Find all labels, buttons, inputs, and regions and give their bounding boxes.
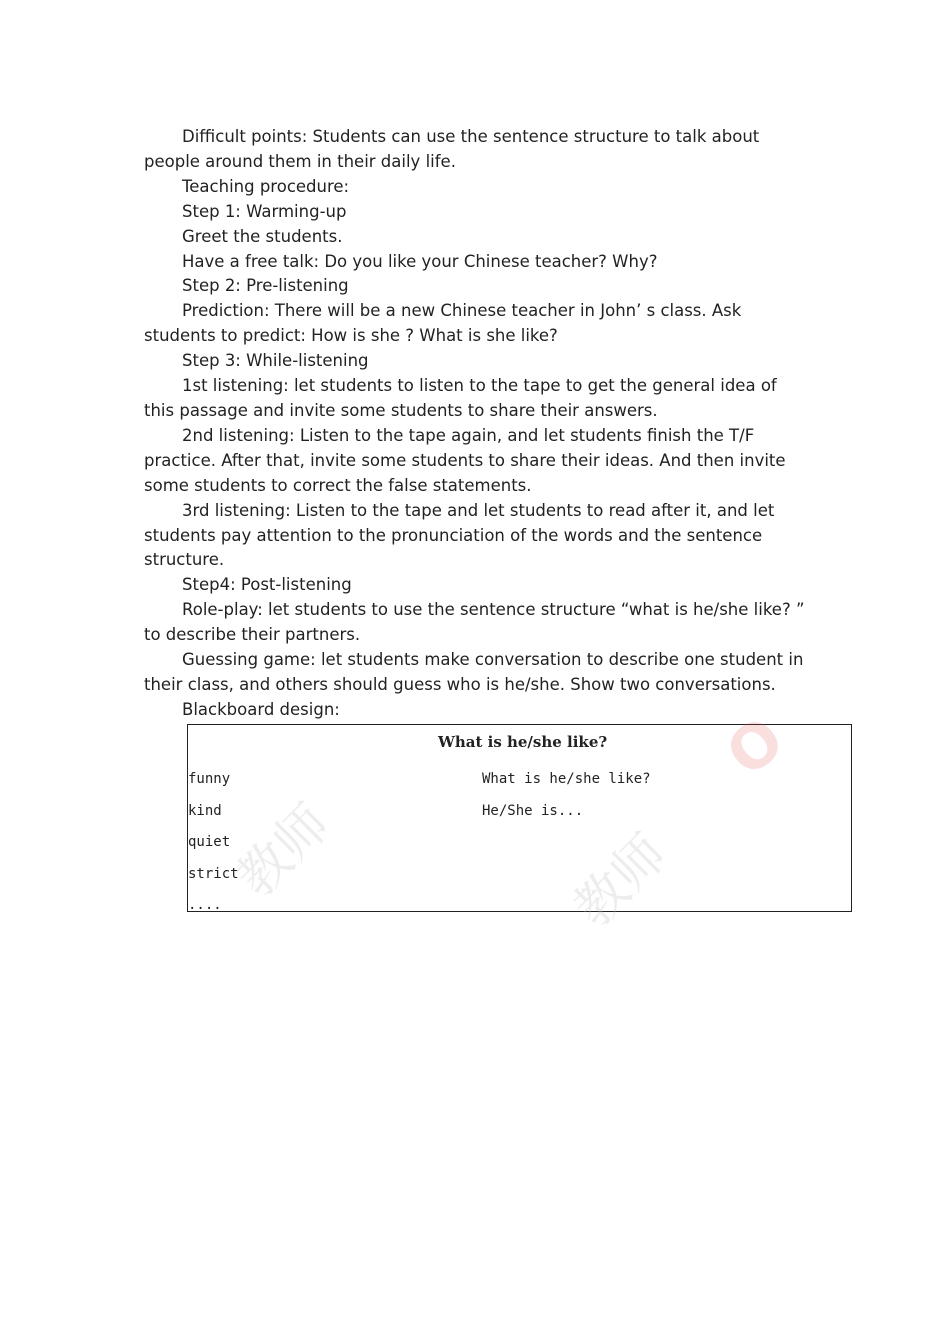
watermark-red-logo: O xyxy=(713,703,798,791)
paragraph: 2nd listening: Listen to the tape again, and let students finish the T/F practice. After that, invite some students to share their ideas. And then invite some students to correct the false statements. xyxy=(144,425,786,495)
paragraph: Teaching procedure: xyxy=(182,176,350,196)
paragraph: Step 2: Pre-listening xyxy=(182,276,349,296)
blackboard-sentence-list xyxy=(482,764,651,827)
blackboard-sentence: What is he/she like? xyxy=(482,771,651,787)
paragraph: Role-play: let students to use the sentence structure “what is he/she like? ” to describe their partners. xyxy=(144,600,805,645)
blackboard-title: What is he/she like? xyxy=(438,733,608,751)
paragraph: Blackboard design: xyxy=(182,699,340,719)
blackboard-word: quiet xyxy=(188,834,231,850)
blackboard-sentence: He/She is... xyxy=(482,802,584,819)
paragraph: 3rd listening: Listen to the tape and let students to read after it, and let students pay attention to the pronunciation of the words and the sentence structure. xyxy=(144,500,775,570)
blackboard-word-list xyxy=(188,764,239,912)
paragraph: Step 1: Warming-up xyxy=(182,201,347,221)
paragraph: Step 3: While-listening xyxy=(182,351,369,371)
paragraph: Prediction: There will be a new Chinese teacher in John’ s class. Ask students to predict: How is she ? What is she like? xyxy=(144,301,742,346)
document-body xyxy=(144,125,812,723)
blackboard-word: funny xyxy=(188,771,231,787)
blackboard-word: .... xyxy=(188,897,222,912)
paragraph: Difficult points: Students can use the sentence structure to talk about people around them in their daily life. xyxy=(144,127,760,171)
watermark-left: 教师 xyxy=(225,793,342,910)
paragraph: 1st listening: let students to listen to the tape to get the general idea of this passage and invite some students to share their answers. xyxy=(144,376,777,420)
paragraph: Greet the students. xyxy=(182,226,343,246)
paragraph: Step4: Post-listening xyxy=(182,575,352,595)
blackboard-word: kind xyxy=(188,802,222,819)
blackboard-word: strict xyxy=(188,865,239,882)
blackboard-design-box xyxy=(187,724,852,912)
paragraph: Guessing game: let students make conversation to describe one student in their class, and others should guess who is he/she. Show two conversations. xyxy=(144,650,804,694)
paragraph: Have a free talk: Do you like your Chinese teacher? Why? xyxy=(182,251,658,271)
watermark-right: 教师 xyxy=(562,823,679,940)
